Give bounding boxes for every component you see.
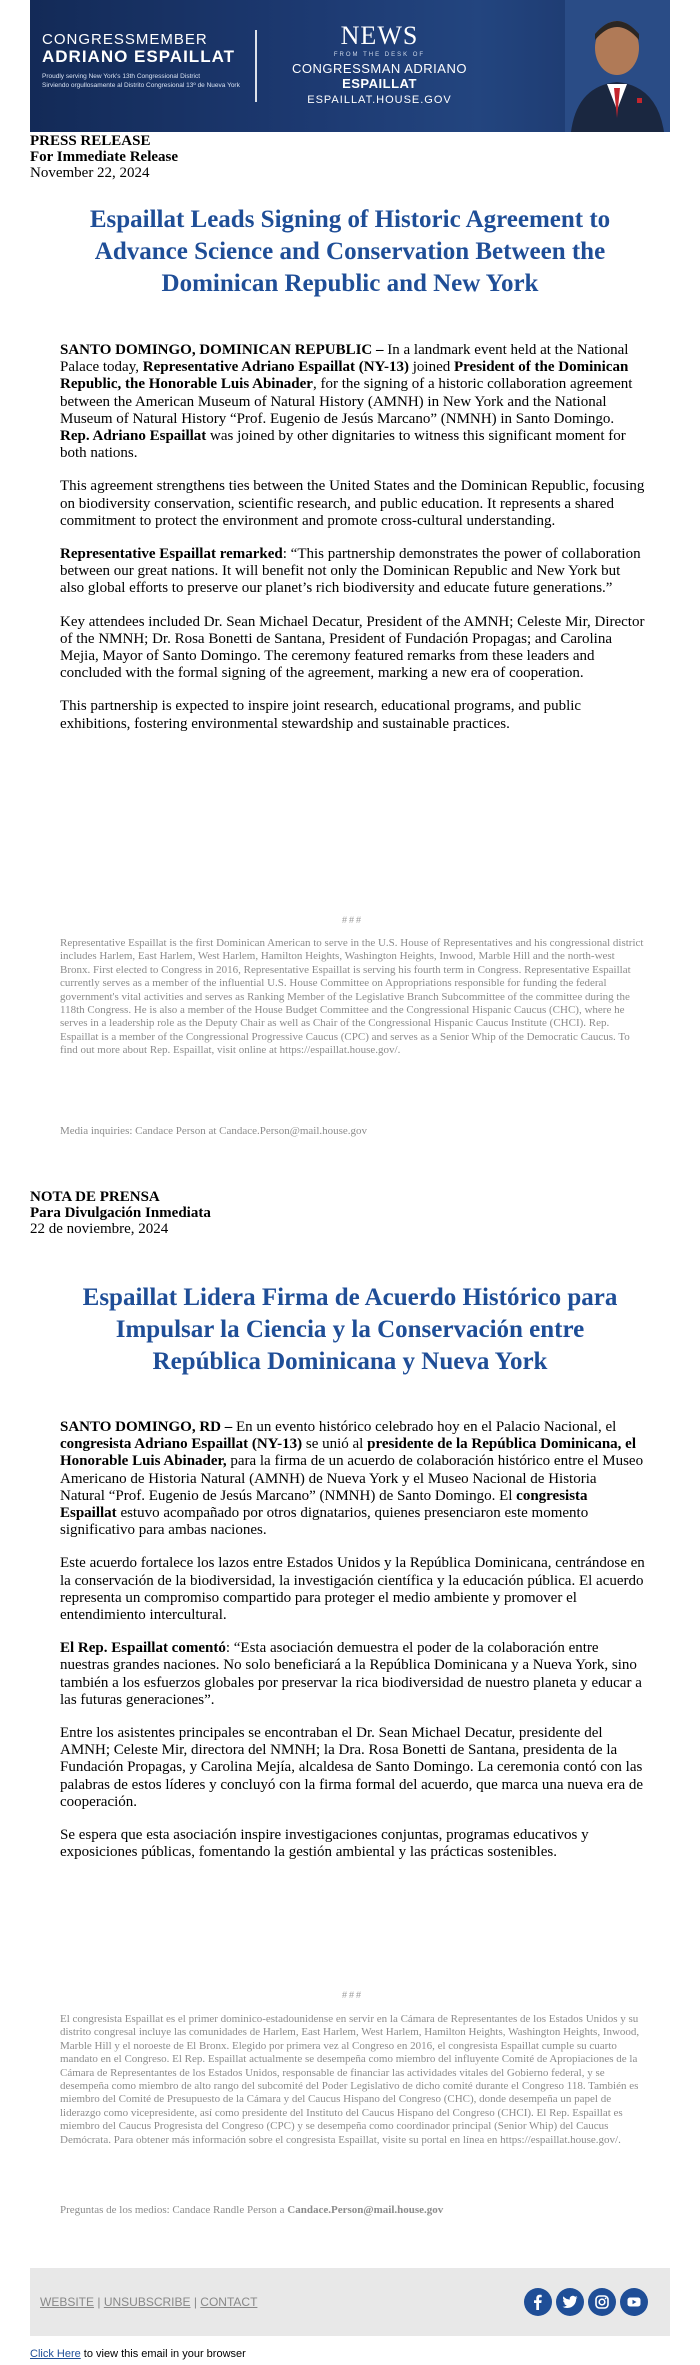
press-release-header [30,133,670,181]
release-date: November 22, 2024 [30,165,150,181]
nota-de-prensa-header [30,1189,670,1237]
bold-text: congresista Adriano Espaillat (NY-13) [60,1436,303,1453]
bio-es: El congresista Espaillat es el primer dominico-estadounidense en servir en la Cámara de Representantes de los Estados Unidos y su distrito congresal incluye las comunidades de Harlem, East Harlem, West Harlem, Hamilton Heights, Washington Heights, Inwood, Marble Hill y el noroeste de El Bronx. Elegido por primera vez al Congreso en 2016, el congresista Espaillat cumple su cuarto mandato en el Congreso. El Rep. Espaillat actualmente se desempeña como miembro del influyente Comité de Apropiaciones de la Cámara de Representantes de los Estados Unidos, responsable de financiar las actividades vitales del Gobierno federal, y se desempeña como miembro de alto rango del subcomité del Poder Legislativo de dicho comité durante el Congreso 118. También es miembro del Comité de Presupuesto de la Cámara y del Caucus Hispano del Congreso (CHC), donde desempeña un papel de liderazgo como vicepresidente, así como presidente del Instituto del Caucus Hispano del Congreso (CHCI). El Rep. Espaillat es miembro del Caucus Progresista del Congreso (CPC) y se desempeña como coordinador principal (Senior Whip) del Caucus Demócrata. Para obtener más información sobre el congresista Espaillat, visite su portal en línea en https://espaillat.house.gov/. [60,2013,640,2146]
tagline-es: Sirviendo orgullosamente al Distrito Congresional 13º de Nueva York [42,82,240,89]
click-here-link[interactable]: Click Here [30,2348,81,2360]
paragraph-2-es: Este acuerdo fortalece los lazos entre Estados Unidos y la República Dominicana, centrándose en la conservación de la biodiversidad, la investigación científica y la educación pública. El acuerdo representa un compromiso compartido para proteger el medio ambiente y promover el entendimiento intercultural. [60,1555,645,1624]
headline-en: Espaillat Leads Signing of Historic Agreement to Advance Science and Conservation Between the Dominican Republic and New York [89,206,611,297]
news-title: NEWS [340,21,419,50]
text: In a landmark event held at the National Palace today, [60,342,629,376]
bold-text: presidente de la República Dominicana, el Honorable Luis Abinader, [60,1436,637,1470]
release-timing: For Immediate Release [30,149,179,165]
instagram-icon[interactable] [588,2288,616,2316]
release-timing-es: Para Divulgación Inmediata [30,1205,211,1221]
text: to view this email in your browser [80,2348,246,2360]
bold-text: Representative Adriano Espaillat (NY-13) [142,359,409,376]
view-in-browser [30,2348,246,2360]
dateline: SANTO DOMINGO, RD – [60,1419,233,1435]
paragraph-3-es [60,1640,645,1709]
text: was joined by other dignitaries to witness this significant moment for both nations. [60,428,626,462]
banner-website: ESPAILLAT.HOUSE.GOV [307,94,452,106]
separator-en: ### [341,915,364,925]
text: estuvo acompañado por otros dignatarios, quienes presenciaron este momento significativo para ambas naciones. [60,1505,589,1539]
from-desk-label: FROM THE DESK OF [333,52,426,58]
congressman-portrait [565,0,670,132]
body-es [60,1419,645,1877]
social-icons [524,2288,648,2316]
divider: | [94,2295,104,2309]
congressman-name [272,61,487,91]
paragraph-5-en: This partnership is expected to inspire joint research, educational programs, and public exhibitions, fostering environmental stewardship and sustainable practices. [60,698,582,732]
banner-right [272,22,487,106]
footer-links [40,2295,257,2309]
congressman-surname: ESPAILLAT [342,76,417,91]
banner-left [42,32,240,90]
separator-es: ### [341,1990,364,2000]
congressmember-label: CONGRESSMEMBER [42,31,208,48]
paragraph-4-es: Entre los asistentes principales se encontraban el Dr. Sean Michael Decatur, presidente del AMNH; Celeste Mir, directora del NMNH; la Dra. Rosa Bonetti de Santana, presidenta de la Fundación Propagas, y Carolina Mejía, alcaldesa de Santo Domingo. La ceremonia contó con las palabras de estos líderes y concluyó con la firma formal del acuerdo, que marca una nueva era de cooperación. [60,1725,644,1810]
twitter-icon[interactable] [556,2288,584,2316]
facebook-icon[interactable] [524,2288,552,2316]
text: En un evento histórico celebrado hoy en el Palacio Nacional, el [232,1419,617,1435]
unsubscribe-link[interactable]: UNSUBSCRIBE [103,2295,191,2309]
paragraph-5-es: Se espera que esta asociación inspire investigaciones conjuntas, programas educativos y exposiciones públicas, fomentando la gestión ambiental y las prácticas sostenibles. [60,1827,589,1861]
media-inquiries-es [60,2204,645,2217]
text: se unió al [302,1436,368,1453]
paragraph-1-en [60,342,645,462]
youtube-icon[interactable] [620,2288,648,2316]
header-banner [30,0,670,132]
text: Preguntas de los medios: Candace Randle Person a [60,2204,288,2216]
text: , for the signing of a historic collaboration agreement between the American Museum of Natural History (AMNH) in New York and the National Museum of Natural History “Prof. Eugenio de Jesús Marcano” (NMNH) in Santo Domingo. [60,376,633,427]
bold-text: Representative Espaillat remarked [60,546,283,563]
dateline: SANTO DOMINGO, DOMINICAN REPUBLIC – [60,342,384,358]
media-inquiries-en: Media inquiries: Candace Person at Candace.Person@mail.house.gov [60,1125,368,1137]
paragraph-4-en: Key attendees included Dr. Sean Michael Decatur, President of the AMNH; Celeste Mir, Director of the NMNH; Dr. Rosa Bonetti de Santana, President of Fundación Propagas; and Carolina Mejia, Mayor of Santo Domingo. The ceremony featured remarks from these leaders and concluded with the formal signing of the agreement, marking a new era of cooperation. [60,613,645,682]
banner-divider [255,30,257,102]
body-en [60,342,645,749]
text: para la firma de un acuerdo de colaboración histórico entre el Museo Americano de Historia Natural (AMNH) de Nueva York y el Museo Nacional de Historia Natural “Prof. Eugenio de Jesús Marcano” (NMNH) de Santo Domingo. El [60,1453,644,1504]
tagline-en: Proudly serving New York's 13th Congressional District [42,73,201,80]
paragraph-3-en [60,546,645,598]
website-link[interactable]: WEBSITE [40,2295,95,2309]
bold-text: President of the Dominican Republic, the Honorable Luis Abinader [60,359,629,393]
bold-text: El Rep. Espaillat comentó [60,1640,226,1657]
divider: | [190,2295,201,2309]
press-release-label-es: NOTA DE PRENSA [30,1189,160,1205]
paragraph-1-es [60,1419,645,1539]
congressman-prefix: CONGRESSMAN ADRIANO [292,61,467,76]
bold-text: congresista Espaillat [60,1487,588,1522]
footer [30,2268,670,2336]
text: : “This partnership demonstrates the power of collaboration between our great nations. It will benefit not only the Dominican Republic and New York but also global efforts to preserve our planet’s rich biodiversity and educate future generations.” [60,546,641,597]
press-release-label: PRESS RELEASE [30,133,151,149]
media-email: Candace.Person@mail.house.gov [287,2204,444,2216]
bold-text: Rep. Adriano Espaillat [60,428,207,445]
paragraph-2-en: This agreement strengthens ties between the United States and the Dominican Republic, focusing on biodiversity conservation, scientific research, and public education. It represents a shared commitment to protect the environment and promote cross-cultural understanding. [60,478,645,529]
text: : “Esta asociación demuestra el poder de la colaboración entre nuestras grandes naciones. No solo beneficiará a la República Dominicana y a Nueva York, sino también a los esfuerzos globales por preservar la rica biodiversidad de nuestro planeta y educar a las futuras generaciones”. [60,1640,642,1708]
contact-link[interactable]: CONTACT [200,2295,258,2309]
congressmember-name: ADRIANO ESPAILLAT [42,47,235,66]
release-date-es: 22 de noviembre, 2024 [30,1221,169,1237]
headline-es: Espaillat Lidera Firma de Acuerdo Histórico para Impulsar la Ciencia y la Conservación entre República Dominicana y Nueva York [82,1284,618,1375]
bio-en: Representative Espaillat is the first Dominican American to serve in the U.S. House of Representatives and his congressional district includes Harlem, East Harlem, West Harlem, Hamilton Heights, Washington Heights, Inwood, Marble Hill and the north-west Bronx. First elected to Congress in 2016, Representative Espaillat is serving his fourth term in Congress. Representative Espaillat currently serves as a member of the influential U.S. House Committee on Appropriations responsible for funding the federal government's vital activities and serves as Ranking Member of the Legislative Branch Subcommittee of the committee during the 118th Congress. He is also a member of the House Budget Committee and the Congressional Hispanic Caucus (CHC), where he serves in a leadership role as the Deputy Chair as well as Chair of the Congressional Hispanic Caucus Institute (CHCI). Rep. Espaillat is a member of the Congressional Progressive Caucus (CPC) and serves as a Senior Whip of the Democratic Caucus. To find out more about Rep. Espaillat, visit online at https://espaillat.house.gov/. [60,937,644,1057]
text: joined [409,359,454,376]
